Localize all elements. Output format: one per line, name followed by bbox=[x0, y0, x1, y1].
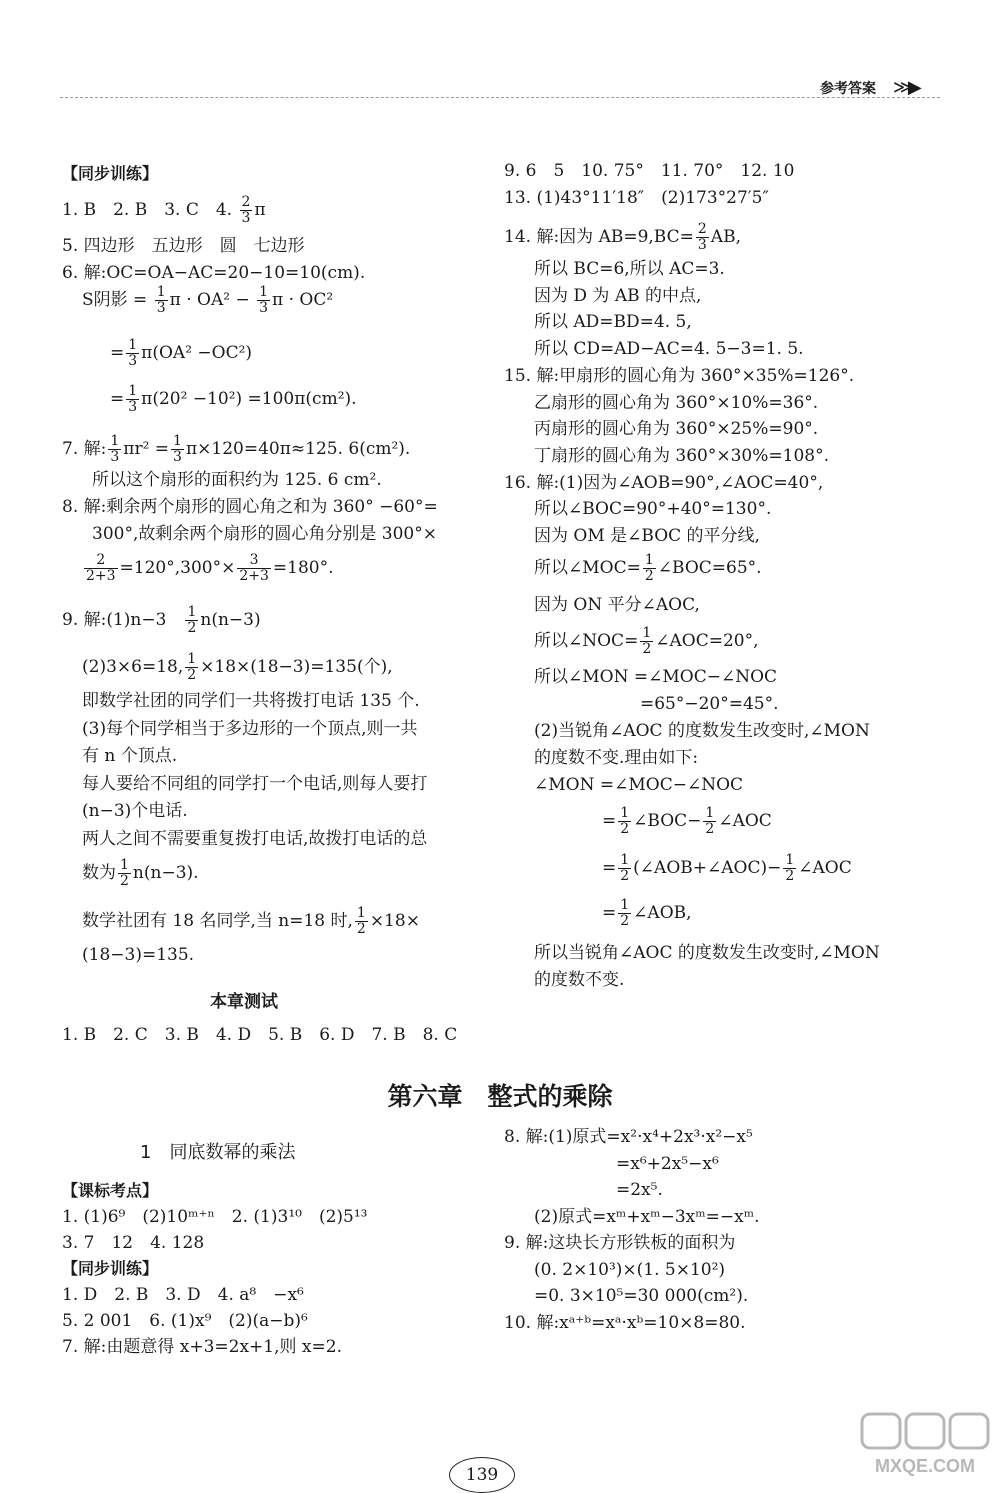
right-block-b: 所以 BC=6,所以 AC=3. 因为 D 为 AB 的中点, 所以 AD=BD=4. 5, 所以 CD=AD−AC=4. 5−3=1. 5. 15. 解:甲扇形的圆心角为 360°×35%=126°. 乙扇形的圆心角为 360°×10%=36°. 丙扇形的圆心角为 360°×25%=90°. 丁扇形的圆心角为 360°×30%=108°. 16. 解:(1)因为∠AOB=90°,∠AOC=40°, 所以∠BOC=90°+40°=130°. 因为 OM 是∠BOC 的平分线, bbox=[504, 259, 855, 547]
answer-line-9c: 数为 $\frac{1}{2}$ n(n−3). bbox=[82, 857, 199, 889]
section-heading: 【同步训练】 bbox=[62, 164, 159, 183]
bottom-left-block: 【课标考点】 1. (1)6⁹ (2)10ᵐ⁺ⁿ 2. (1)3¹⁰ (2)5¹³ 3. 7 12 4. 128 【同步训练】 1. D 2. B 3. D 4. a⁸ −x⁶ 5. 2 001 6. (1)x⁹ (2)(a−b)⁶ 7. 解:由题意得 x+3=2x+1,则 x=2. bbox=[62, 1181, 368, 1357]
header-divider bbox=[60, 97, 940, 98]
answer-line-6: 6. 解:OC=OA−AC=20−10=10(cm). bbox=[62, 263, 366, 283]
right-line-14: 14. 解:因为 AB=9,BC= $\frac{2}{3}$ AB, bbox=[504, 221, 741, 253]
section-title: 1 同底数幂的乘法 bbox=[140, 1142, 296, 1163]
answer-line-7: 7. 解: $\frac{1}{3}$ πr² = $\frac{1}{3}$ π×120=40π≈125. 6(cm²). bbox=[62, 433, 411, 465]
right-block-c: 所以∠MON =∠MOC−∠NOC =65°−20°=45°. (2)当锐角∠AOC 的度数发生改变时,∠MON 的度数不变.理由如下: ∠MON =∠MOC−∠NOC bbox=[534, 667, 870, 795]
right-line-23: = $\frac{1}{2}$ ∠BOC− $\frac{1}{2}$ ∠AOC bbox=[602, 805, 772, 837]
answer-line-9d: 数学社团有 18 名同学,当 n=18 时, $\frac{1}{2}$ ×18× bbox=[82, 905, 420, 937]
left-column bbox=[62, 160, 158, 187]
right-line-24: = $\frac{1}{2}$ (∠AOB+∠AOC)− $\frac{1}{2}$ ∠AOC bbox=[602, 852, 852, 884]
answer-line-5: 5. 四边形 五边形 圆 七边形 bbox=[62, 236, 305, 256]
bottom-right-block: 8. 解:(1)原式=x²·x⁴+2x³·x²−x⁵ =x⁶+2x⁵−x⁶ =2x⁵. (2)原式=xᵐ+xᵐ−3xᵐ=−xᵐ. 9. 解:这块长方形铁板的面积为 (0. 2×10³)×(1. 5×10²) =0. 3×10⁵=30 000(cm²). 10. 解:xᵃ⁺ᵇ=xᵃ·xᵇ=10×8=80. bbox=[504, 1127, 760, 1333]
test-title: 本章测试 bbox=[210, 992, 278, 1012]
left-block-a bbox=[62, 233, 365, 287]
right-line-16: 因为 ON 平分∠AOC, bbox=[534, 595, 700, 615]
arrow-icon: ≫▶ bbox=[893, 77, 918, 98]
left-block-b: 所以这个扇形的面积约为 125. 6 cm². 8. 解:剩余两个扇形的圆心角之和为 360° −60°= 300°,故剩余两个扇形的圆心角分别是 300°× bbox=[62, 470, 438, 544]
right-block-d: 所以当锐角∠AOC 的度数发生改变时,∠MON 的度数不变. bbox=[534, 943, 880, 990]
right-line-25: = $\frac{1}{2}$ ∠AOB, bbox=[602, 897, 692, 929]
formula-line-3: = $\frac{1}{3}$ π(20² −10²) =100π(cm²). bbox=[110, 383, 357, 415]
header-label: 参考答案 bbox=[820, 81, 876, 97]
svg-text:MXQE.COM: MXQE.COM bbox=[874, 1456, 976, 1476]
answer-line-9e: (18−3)=135. bbox=[82, 945, 195, 965]
formula-line-1: S阴影 = $\frac{1}{3}$ π · OA² − $\frac{1}{3}$ π · OC² bbox=[82, 284, 334, 316]
right-line-17: 所以∠NOC= $\frac{1}{2}$ ∠AOC=20°, bbox=[534, 625, 759, 657]
right-block-a: 9. 6 5 10. 75° 11. 70° 12. 10 13. (1)43°11′18″ (2)173°27′5″ bbox=[504, 161, 795, 208]
chapter-title: 第六章 整式的乘除 bbox=[387, 1082, 613, 1111]
watermark-logo bbox=[860, 1410, 990, 1480]
answer-line-8c: $\frac{2}{2+3}$ =120°,300°× $\frac{3}{2+3}$ =180°. bbox=[86, 552, 334, 584]
answer-line-9b: (2)3×6=18, $\frac{1}{2}$ ×18×(18−3)=135(个), bbox=[82, 651, 393, 683]
right-line-15: 所以∠MOC= $\frac{1}{2}$ ∠BOC=65°. bbox=[534, 552, 762, 584]
fraction: $\frac{2}{3}$ bbox=[241, 194, 251, 226]
formula-line-2: = $\frac{1}{3}$ π(OA² −OC²) bbox=[110, 337, 253, 369]
test-answers: 1. B 2. C 3. B 4. D 5. B 6. D 7. B 8. C bbox=[62, 1025, 458, 1045]
page-number: 139 bbox=[449, 1457, 515, 1493]
answer-line-1: 1. B 2. B 3. C 4. $\frac{2}{3}$ π bbox=[62, 194, 266, 226]
left-block-c: 即数学社团的同学们一共将拨打电话 135 个. (3)每个同学相当于多边形的一个顶点,则一共 有 n 个顶点. 每人要给不同组的同学打一个电话,则每人要打 (n−3)个电话. 两人之间不需要重复拨打电话,故拨打电话的总 bbox=[82, 691, 428, 849]
answer-line-9: 9. 解:(1)n−3 $\frac{1}{2}$ n(n−3) bbox=[62, 604, 261, 636]
